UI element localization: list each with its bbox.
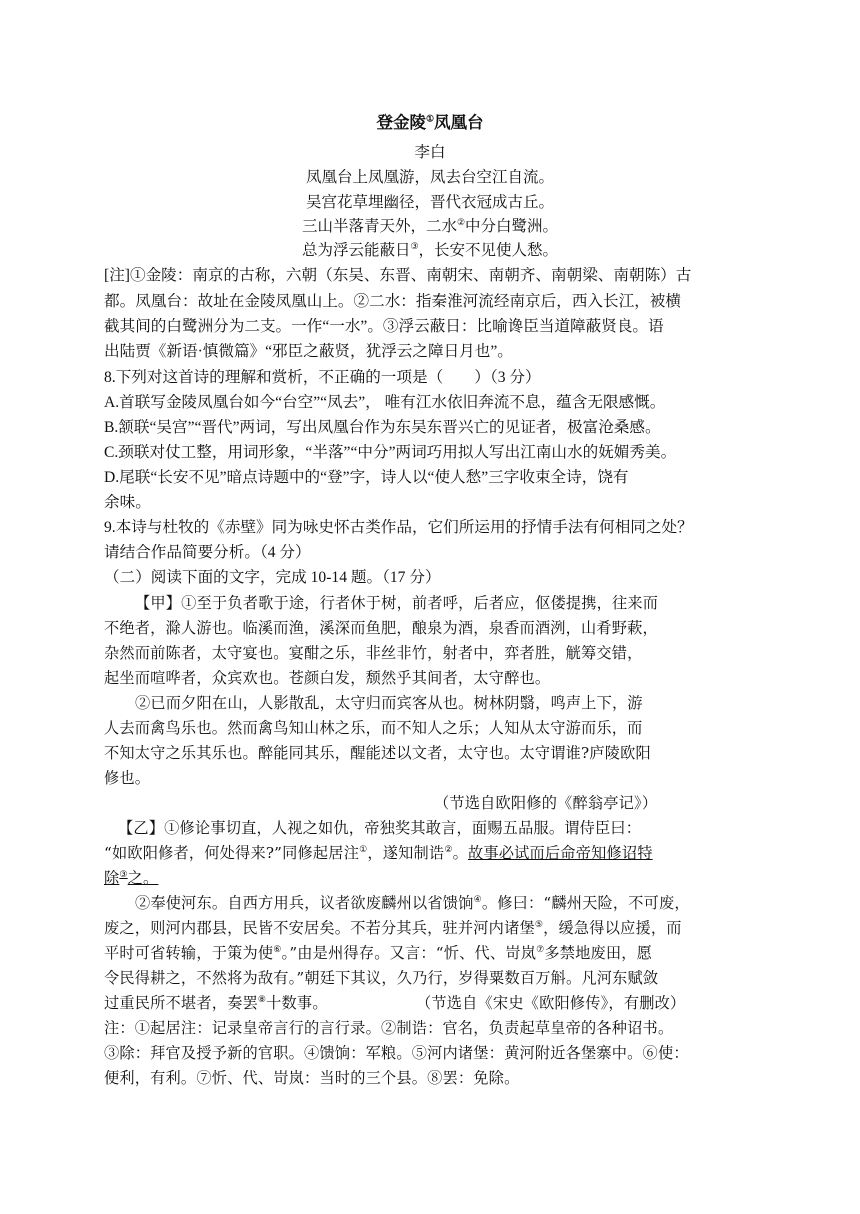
underlined-sentence: 故事必试而后命帝知修诏特 [467, 844, 653, 862]
passage-yi-line: 【乙】①修论事切直，人视之如仇，帝独奖其敢言，面赐五品服。谓侍臣曰： [118, 819, 642, 837]
passage-yi-line: 过重民所不堪者，奏罢⑧十数事。 [104, 994, 328, 1012]
passage-jia-line: 起坐而喧哗者，众宾欢也。苍颜白发，颓然乎其间者，太守醉也。 [104, 669, 551, 687]
question-8-option-d-cont: 余味。 [104, 494, 151, 511]
passage-jia-line: 【甲】①至于负者歌于途，行者休于树，前者呼，后者应，伛偻提携，往来而 [135, 594, 659, 612]
question-8-option-b: B.颔联“吴宫”“晋代”两词，写出凤凰台作为东吴东晋兴亡的见证者，极富沧桑感。 [104, 419, 661, 436]
passage-jia-line: 杂然而前陈者，太守宴也。宴酣之乐，非丝非竹，射者中，弈者胜，觥筹交错， [104, 644, 643, 662]
poem-title: 登金陵①凤凰台 [376, 113, 484, 132]
passage-yi-note-line: 便利，有利。⑦忻、代、岢岚：当时的三个县。⑧罢：免除。 [104, 1069, 520, 1087]
passage-jia-source: （节选自欧阳修的《醉翁亭记》） [434, 794, 658, 812]
question-8-stem: 8.下列对这首诗的理解和赏析，不正确的一项是（ ）（3 分） [104, 369, 541, 386]
passage-yi-line: 平时可省转输，于策为使⑥。”由是州得存。又言：“忻、代、岢岚⑦多禁地废田，愿 [104, 944, 653, 962]
passage-yi-note-line: ③除：拜官及授予新的官职。④馈饷：军粮。⑤河内诸堡：黄河附近各堡寨中。⑥使： [104, 1044, 689, 1062]
passage-yi-note-line: 注：①起居注：记录皇帝言行的言行录。②制诰：官名，负责起草皇帝的各种诏书。 [104, 1019, 674, 1037]
passage-jia-line: 修也。 [104, 769, 151, 787]
question-8-option-c: C.颈联对仗工整，用词形象，“半落”“中分”两词巧用拟人写出江南山水的妩媚秀美。 [104, 444, 677, 461]
passage-yi-line: 令民得耕之，不然将为敌有。”朝廷下其议，久乃行，岁得粟数百万斛。凡河东赋敛 [104, 969, 659, 987]
passage-jia-line: 人去而禽鸟乐也。然而禽鸟知山林之乐，而不知人之乐；人知从太守游而乐，而 [104, 719, 643, 737]
poem-note-line: [注]①金陵：南京的古称，六朝（东吴、东晋、南朝宋、南朝齐、南朝梁、南朝陈）古 [104, 267, 692, 284]
question-8-option-a: A.首联写金陵凤凰台如今“台空”“凤去”， 唯有江水依旧奔流不息，蕴含无限感慨。 [104, 394, 666, 411]
passage-yi-line: ②奉使河东。自西方用兵，议者欲废麟州以省馈饷④。修曰：“麟州天险，不可废， [135, 894, 690, 912]
passage-yi-line: 废之，则河内郡县，民皆不安居矣。不若分其兵，驻并河内诸堡⑤，缓急得以应援，而 [104, 919, 682, 937]
passage-yi-line: “如欧阳修者，何处得来?”同修起居注①，遂知制诰②。故事必试而后命帝知修诏特 [104, 844, 653, 862]
question-9-stem: 9.本诗与杜牧的《赤壁》同为咏史怀古类作品，它们所运用的抒情手法有何相同之处？ [104, 519, 693, 536]
passage-yi-source: （节选自《宋史《欧阳修传》，有删改） [416, 994, 686, 1012]
poem-line: 吴宫花草埋幽径，晋代衣冠成古丘。 [305, 193, 554, 211]
passage-jia-line: 不绝者，滁人游也。临溪而渔，溪深而鱼肥，酿泉为酒，泉香而酒洌，山肴野蔌， [104, 619, 658, 637]
poem-note-line: 出陆贾《新语·慎微篇》“邪臣之蔽贤，犹浮云之障日月也”。 [104, 343, 513, 360]
poem-line: 凤凰台上凤凰游，凤去台空江自流。 [305, 168, 554, 186]
poem-line: 总为浮云能蔽日③，长安不见使人愁。 [301, 241, 559, 259]
poem-author: 李白 [414, 143, 446, 161]
question-8-option-d: D.尾联“长安不见”暗点诗题中的“登”字，诗人以“使人愁”三字收束全诗，饶有 [104, 469, 629, 486]
question-9-stem-cont: 请结合作品简要分析。（4 分） [104, 544, 311, 561]
passage-jia-line: ②已而夕阳在山，人影散乱，太守归而宾客从也。树林阴翳，鸣声上下，游 [135, 694, 643, 712]
section-heading: （二）阅读下面的文字，完成 10-14 题。（17 分） [104, 569, 441, 586]
poem-note-line: 截其间的白鹭洲分为二支。一作“一水”。③浮云蔽日：比喻谗臣当道障蔽贤良。语 [104, 318, 664, 335]
poem-note-line: 都。凤凰台：故址在金陵凤凰山上。②二水：指秦淮河流经南京后，西入长江，被横 [104, 293, 681, 310]
poem-line: 三山半落青天外，二水②中分白鹭洲。 [301, 217, 559, 235]
passage-yi-line: 除③之。 [104, 869, 159, 887]
passage-jia-line: 不知太守之乐其乐也。醉能同其乐，醒能述以文者，太守也。太守谓谁?庐陵欧阳 [104, 744, 651, 762]
